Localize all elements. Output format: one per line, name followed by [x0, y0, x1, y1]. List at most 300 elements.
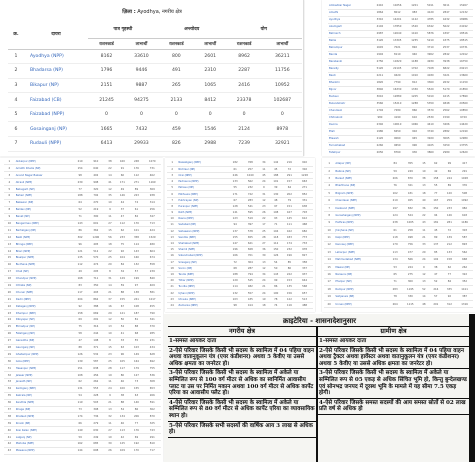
town-name-link[interactable]: Sirsaganj (NP) — [177, 259, 228, 265]
value-cell: 116 — [283, 302, 297, 308]
value-cell: 4 — [4, 179, 15, 186]
town-name-link[interactable]: Garautha (NP) — [15, 337, 73, 344]
value-cell: 653 — [144, 385, 162, 392]
town-name-link[interactable]: Balrampur — [328, 44, 372, 51]
value-cell: 222 — [283, 271, 297, 277]
town-name-link[interactable]: Ayodhya — [328, 16, 372, 23]
value-cell: 434 — [144, 344, 162, 351]
town-name-link[interactable]: Hathras (NPP) — [334, 219, 388, 226]
value-cell: 304 — [242, 259, 259, 265]
table-row — [4, 323, 161, 330]
value-cell: 77 — [443, 271, 457, 278]
town-name-link[interactable]: Ghatampur (NPP) — [15, 351, 73, 358]
town-name-link[interactable]: Ujhani (NPP) — [177, 290, 228, 296]
town-name-link[interactable]: Akbarpur (NPP) — [15, 158, 73, 165]
town-name-link[interactable]: Etah — [328, 128, 372, 135]
value-cell: 10952 — [263, 78, 302, 93]
value-cell: 23 — [259, 203, 269, 209]
town-name-link[interactable]: Farrukhabad — [328, 142, 372, 149]
table-row — [4, 165, 161, 172]
town-name-link[interactable]: Sahaswan (NPP) — [177, 228, 228, 234]
town-name-link[interactable]: Banat (NP) — [15, 213, 73, 220]
district-label: ज़िला : — [122, 9, 136, 15]
town-name-link[interactable]: Banda — [328, 51, 372, 58]
sub-header: लाभार्थी — [195, 38, 226, 49]
value-cell: 69 — [73, 316, 87, 323]
town-name-link[interactable]: Ballia — [328, 37, 372, 44]
value-cell: 38 — [115, 392, 129, 399]
table-row — [324, 227, 473, 234]
value-cell: 37 — [4, 406, 15, 413]
value-cell: 8962 — [226, 49, 263, 64]
value-cell: 7021 — [388, 44, 407, 51]
town-name-link[interactable]: Deoband (NPP) — [334, 204, 388, 211]
town-name-link[interactable]: Kakrala (NP) — [15, 392, 73, 399]
town-name-link[interactable]: Chitrakoot — [328, 114, 372, 121]
value-cell: 15 — [105, 344, 116, 351]
town-name-link[interactable]: Pukhrayan (NP) — [177, 197, 228, 203]
value-cell: 756 — [402, 241, 419, 248]
area-name-link[interactable]: Gosainganj (NP) — [24, 122, 88, 137]
value-cell: 12 — [259, 197, 269, 203]
area-name-link[interactable]: Bikapur (NP) — [24, 78, 88, 93]
table-row — [8, 78, 302, 93]
value-cell: 9 — [419, 263, 429, 270]
value-cell: 330 — [402, 293, 419, 300]
town-name-link[interactable]: Dibiyapur (NP) — [15, 316, 73, 323]
town-name-link[interactable]: Rampur (NPP) — [334, 286, 388, 293]
table-row — [4, 358, 161, 365]
town-name-link[interactable]: Sahjanwa (NP) — [334, 293, 388, 300]
value-cell: 13 — [259, 259, 269, 265]
value-cell: 34 — [115, 268, 129, 275]
table-row — [4, 241, 161, 248]
value-cell: 23 — [105, 351, 116, 358]
value-cell: 31 — [259, 191, 269, 197]
value-cell: 72 — [283, 166, 297, 172]
value-cell: 0 — [125, 107, 158, 122]
town-name-link[interactable]: Unnao (NPP) — [334, 300, 388, 307]
value-cell: 103 — [129, 344, 143, 351]
value-cell: 18986 — [454, 16, 473, 23]
town-name-link[interactable]: Soron (NP) — [177, 265, 228, 271]
rural-title: ग्रामीण क्षेत्र — [318, 326, 469, 337]
value-cell: 285 — [144, 330, 162, 337]
value-cell: 18 — [4, 275, 15, 282]
value-cell: 291 — [456, 167, 473, 174]
value-cell: 480 — [144, 241, 162, 248]
value-cell: 39 — [269, 185, 283, 191]
value-cell: 78 — [388, 293, 402, 300]
town-name-link[interactable]: Bilari (NPP) — [15, 248, 73, 255]
town-name-link[interactable]: Amethi Kheda (NP) — [15, 165, 73, 172]
value-cell: 595 — [242, 210, 259, 216]
value-cell: 62 — [73, 379, 87, 386]
value-cell: 182 — [228, 160, 242, 166]
value-cell: 655 — [242, 234, 259, 240]
value-cell: 38 — [419, 175, 429, 182]
town-name-link[interactable]: Gola (NPP) — [15, 358, 73, 365]
value-cell: 303 — [456, 227, 473, 234]
town-name-link[interactable]: Basti (NPP) — [15, 234, 73, 241]
table-row — [4, 316, 161, 323]
value-cell: 54 — [269, 259, 283, 265]
value-cell: 46 — [115, 379, 129, 386]
value-cell: 55 — [129, 337, 143, 344]
value-cell: 570 — [87, 254, 104, 261]
value-cell: 49 — [73, 268, 87, 275]
value-cell: 828 — [242, 247, 259, 253]
value-cell: 337 — [296, 265, 313, 271]
town-name-link[interactable]: Bijnor — [328, 86, 372, 93]
town-name-link[interactable]: Shamli (NPP) — [177, 247, 228, 253]
town-name-link[interactable]: Dataganj (NPP) — [15, 303, 73, 310]
value-cell: 101 — [269, 179, 283, 185]
town-name-link[interactable]: Chandpur (NPP) — [15, 275, 73, 282]
value-cell: 69 — [443, 167, 457, 174]
value-cell: 3710 — [422, 44, 438, 51]
value-cell: 206 — [129, 413, 143, 420]
town-name-link[interactable]: Hasanpur (NPP) — [15, 365, 73, 372]
value-cell: 84 — [115, 261, 129, 268]
town-name-link[interactable]: Chandausi (NPP) — [334, 197, 388, 204]
town-name-link[interactable]: Utraula (NPP) — [177, 296, 228, 302]
town-name-link[interactable]: Bhadohi — [328, 79, 372, 86]
town-name-link[interactable]: Dhampur (NPP) — [15, 310, 73, 317]
town-name-link[interactable]: Phulpur (NP) — [334, 278, 388, 285]
criterion-item: 3-ऐसे परिवार जिसके किसी भी सदस्य के स्वामित्व में अकेले या सम्मिलित रूप से 05 एकड़ से अधिक सिंचित भूमि हो, किन्तु बुन्देलखण्ड एवं सोनभद्र जनपद में दूरस्थ भूमि के मामले में यह सीमा 7.5 एकड़ होगी। — [318, 369, 469, 398]
value-cell: 24 — [259, 290, 269, 296]
town-name-link[interactable]: Mawai (NP) — [334, 263, 388, 270]
value-cell: 1296 — [87, 234, 104, 241]
town-name-link[interactable]: Pahasu (NP) — [177, 185, 228, 191]
town-name-link[interactable]: Budaun — [328, 93, 372, 100]
value-cell: 181 — [429, 219, 443, 226]
town-name-link[interactable]: Chhata (NP) — [15, 282, 73, 289]
town-name-link[interactable]: Barabanki — [328, 58, 372, 65]
town-name-link[interactable]: Bakewar (NP) — [15, 199, 73, 206]
town-name-link[interactable]: Chandauli — [328, 107, 372, 114]
town-name-link[interactable]: Kiraoli (NP) — [15, 420, 73, 427]
value-cell: 4410 — [422, 121, 438, 128]
value-cell: 541 — [242, 203, 259, 209]
value-cell: 713 — [144, 220, 162, 227]
value-cell: 71 — [269, 222, 283, 228]
town-name-link[interactable]: Pilkhuwa (NPP) — [177, 191, 228, 197]
value-cell: 1070 — [144, 158, 162, 165]
town-name-link[interactable]: Chail (NP) — [15, 268, 73, 275]
value-cell: 9446 — [125, 64, 158, 79]
town-name-link[interactable]: Chunar (NPP) — [15, 289, 73, 296]
value-cell: 202 — [283, 191, 297, 197]
town-name-link[interactable]: Jhinjhana (NP) — [334, 227, 388, 234]
value-cell: 176 — [129, 427, 143, 434]
value-cell: 258 — [402, 227, 419, 234]
town-name-link[interactable]: Etawah — [328, 135, 372, 142]
value-cell: 216 — [429, 286, 443, 293]
value-cell: 197 — [388, 204, 402, 211]
town-name-link[interactable]: Naraura (NP) — [334, 271, 388, 278]
area-name-link[interactable]: Bhadarsa (NP) — [24, 64, 88, 79]
town-name-link[interactable]: Barhalganj (NP) — [15, 227, 73, 234]
value-cell: 431 — [402, 190, 419, 197]
value-cell: 321 — [402, 182, 419, 189]
value-cell: 283 — [388, 286, 402, 293]
value-cell: 63 — [115, 344, 129, 351]
town-name-link[interactable]: Bhinga (NPP) — [15, 241, 73, 248]
value-cell: 118 — [269, 234, 283, 240]
table-row — [324, 263, 473, 270]
town-name-link[interactable]: Baldev (NP) — [15, 206, 73, 213]
town-name-link[interactable]: Baraut (NPP) — [334, 175, 388, 182]
value-cell: 2 — [167, 166, 177, 172]
table-row — [4, 427, 161, 434]
value-cell: 271 — [129, 179, 143, 186]
town-name-link[interactable]: Zamania (NPP) — [177, 302, 228, 308]
value-cell: 938 — [144, 192, 162, 199]
value-cell: 47 — [73, 337, 87, 344]
row-serial: 3 — [8, 78, 24, 93]
value-cell: 11150 — [454, 79, 473, 86]
value-cell: 32921 — [263, 137, 302, 152]
town-name-link[interactable]: Padrauna (NPP) — [177, 179, 228, 185]
town-name-link[interactable]: Jalesar (NPP) — [15, 372, 73, 379]
value-cell: 12620 — [454, 149, 473, 156]
value-cell: 192 — [129, 441, 143, 448]
value-cell: 2416 — [226, 78, 263, 93]
value-cell: 536 — [144, 372, 162, 379]
value-cell: 61 — [129, 206, 143, 213]
rural-criteria-column — [318, 326, 469, 462]
value-cell: 2987 — [372, 30, 388, 37]
town-name-link[interactable]: Etmadpur (NP) — [15, 323, 73, 330]
value-cell: 930 — [407, 149, 423, 156]
table-row — [4, 365, 161, 372]
eligibility-criteria-clipping — [164, 314, 475, 462]
town-name-link[interactable]: Dadri (NPP) — [15, 296, 73, 303]
town-name-link[interactable]: Kalpi (NPP) — [334, 234, 388, 241]
value-cell: 3310 — [372, 16, 388, 23]
town-name-link[interactable]: Babina (NP) — [334, 167, 388, 174]
town-name-link[interactable]: Orai (NPP) — [177, 172, 228, 178]
town-name-link[interactable]: Fatehpur — [328, 149, 372, 156]
town-name-link[interactable]: Amethi — [328, 9, 372, 16]
value-cell: 271 — [296, 185, 313, 191]
value-cell: 435 — [242, 296, 259, 302]
town-name-link[interactable]: Bareilly — [328, 65, 372, 72]
value-cell: 3560 — [372, 100, 388, 107]
value-cell: 14 — [419, 293, 429, 300]
town-name-link[interactable]: Fatehganj (NP) — [15, 330, 73, 337]
town-name-link[interactable]: Deoria — [328, 121, 372, 128]
town-name-link[interactable]: Tundla (NPP) — [177, 284, 228, 290]
town-name-link[interactable]: Atrauli (NPP) — [15, 179, 73, 186]
value-cell: 16 — [167, 253, 177, 259]
value-cell: 9060 — [388, 135, 407, 142]
town-table-middle — [167, 160, 313, 309]
table-row — [8, 107, 302, 122]
town-name-link[interactable]: Bahraich — [328, 30, 372, 37]
value-cell: 711 — [87, 275, 104, 282]
value-cell: 102 — [388, 190, 402, 197]
town-name-link[interactable]: Bilgram (NPP) — [334, 190, 388, 197]
value-cell: 89 — [443, 182, 457, 189]
value-cell: 24 — [419, 256, 429, 263]
town-name-link[interactable]: Mahmudabad (NPP) — [334, 256, 388, 263]
town-name-link[interactable]: Kaimganj (NPP) — [15, 385, 73, 392]
town-name-link[interactable]: Azamgarh — [328, 23, 372, 30]
town-name-link[interactable]: Basti — [328, 72, 372, 79]
value-cell: 109 — [115, 447, 129, 454]
town-name-link[interactable]: Nichlaul (NP) — [177, 166, 228, 172]
town-name-link[interactable]: Mawana (NPP) — [15, 447, 73, 454]
value-cell: 96 — [115, 351, 129, 358]
value-cell: 196 — [283, 253, 297, 259]
town-name-link[interactable]: Puranpur (NPP) — [177, 203, 228, 209]
value-cell: 118 — [388, 234, 402, 241]
area-name-link[interactable]: Faizabad (CB) — [24, 93, 88, 108]
table-row — [8, 137, 302, 152]
town-name-link[interactable]: Sikandrabad (NPP) — [177, 253, 228, 259]
value-cell: 638 — [296, 203, 313, 209]
value-cell: 8 — [105, 337, 116, 344]
area-name-link[interactable]: Faizabad (NPP) — [24, 107, 88, 122]
town-name-link[interactable]: Bisalpur (NPP) — [15, 254, 73, 261]
town-name-link[interactable]: Gursahaiganj (NPP) — [334, 212, 388, 219]
town-name-link[interactable]: Khatauli (NPP) — [15, 413, 73, 420]
value-cell: 682 — [296, 228, 313, 234]
value-cell: 2410 — [372, 2, 388, 9]
value-cell: 562 — [242, 179, 259, 185]
value-cell: 15 — [4, 254, 15, 261]
value-cell: 8760 — [388, 149, 407, 156]
town-name-link[interactable]: Kannauj (NPP) — [334, 241, 388, 248]
value-cell: 212 — [443, 241, 457, 248]
area-name-link[interactable]: Rudauli (NPP) — [24, 137, 88, 152]
value-cell: 20 — [105, 261, 116, 268]
town-name-link[interactable]: Jansath (NP) — [15, 379, 73, 386]
town-name-link[interactable]: Budhana (NPP) — [15, 261, 73, 268]
value-cell: 249 — [87, 434, 104, 441]
value-cell: 204 — [73, 296, 87, 303]
value-cell: 57 — [129, 268, 143, 275]
value-cell: 566 — [402, 256, 419, 263]
value-cell: 12640 — [388, 30, 407, 37]
value-cell: 5622 — [438, 23, 454, 30]
value-cell: 9 — [167, 210, 177, 216]
town-name-link[interactable]: Allapur (NP) — [334, 160, 388, 167]
town-name-link[interactable]: Ambedkar Nagar — [328, 2, 372, 9]
value-cell: 4105 — [422, 142, 438, 149]
town-name-link[interactable]: Anand Nagar Bazaar — [15, 172, 73, 179]
value-cell: 25 — [105, 254, 116, 261]
value-cell: 38 — [4, 413, 15, 420]
value-cell: 130 — [269, 191, 283, 197]
value-cell: 94275 — [125, 93, 158, 108]
town-name-link[interactable]: Shahabad (NPP) — [177, 240, 228, 246]
criterion-item: 2-ऐसे परिवार जिसके किसी भी सदस्य के स्वामित्व में 04 पहिया वाहन अथवा ट्रैक्टर अथवा हार्वेस्टर अथवा वातानुकूलन यंत्र (एयर कंडीशनर) अथवा 5 केवीए या उससे अधिक क्षमता का जनरेटर हो। — [318, 347, 469, 370]
value-cell: 7239 — [226, 137, 263, 152]
table-row — [324, 271, 473, 278]
value-cell: 126 — [73, 351, 87, 358]
value-cell: 638 — [87, 365, 104, 372]
value-cell: 127 — [129, 372, 143, 379]
value-cell: 1005 — [402, 219, 419, 226]
value-cell: 224 — [402, 263, 419, 270]
value-cell: 16 — [324, 271, 334, 278]
value-cell: 22 — [167, 290, 177, 296]
value-cell: 80 — [283, 265, 297, 271]
value-cell: 102687 — [263, 93, 302, 108]
town-name-link[interactable]: Khaga (NP) — [15, 406, 73, 413]
value-cell: 33 — [419, 241, 429, 248]
town-name-link[interactable]: Bulandshahr — [328, 100, 372, 107]
town-name-link[interactable]: Baheri (NPP) — [15, 192, 73, 199]
table-row — [4, 337, 161, 344]
table-row — [324, 278, 473, 285]
town-name-link[interactable]: Rasra (NPP) — [177, 216, 228, 222]
table-row — [4, 289, 161, 296]
town-name-link[interactable]: Mahoba (NPP) — [15, 441, 73, 448]
town-name-link[interactable]: Nawabganj (NPP) — [177, 160, 228, 166]
value-cell: 49 — [115, 186, 129, 193]
value-cell: 143 — [73, 220, 87, 227]
value-cell: 25 — [259, 228, 269, 234]
town-name-link[interactable]: Tanda (NPP) — [177, 271, 228, 277]
value-cell: 3360 — [422, 79, 438, 86]
town-name-link[interactable]: Rath (NPP) — [177, 210, 228, 216]
value-cell: 4 — [324, 182, 334, 189]
value-cell: 371 — [87, 344, 104, 351]
sub-header: राशनकार्ड — [226, 38, 263, 49]
value-cell: 157 — [283, 179, 297, 185]
town-name-link[interactable]: Sandila (NPP) — [177, 234, 228, 240]
value-cell: 22 — [4, 303, 15, 310]
value-cell: 990 — [407, 142, 423, 149]
value-cell: 58 — [73, 330, 87, 337]
value-cell: 832 — [402, 204, 419, 211]
table-row — [4, 406, 161, 413]
town-name-link[interactable]: Sadabad (NP) — [177, 222, 228, 228]
town-name-link[interactable]: Kosi Kalan (NPP) — [15, 427, 73, 434]
value-cell: 14 — [167, 240, 177, 246]
town-name-link[interactable]: Laharpur (NPP) — [334, 249, 388, 256]
value-cell: 925 — [402, 197, 419, 204]
value-cell: 30 — [105, 441, 116, 448]
town-name-link[interactable]: Kandhla (NPP) — [15, 399, 73, 406]
value-cell: 12 — [259, 265, 269, 271]
town-name-link[interactable]: Tilhar (NPP) — [177, 278, 228, 284]
value-cell: 135 — [283, 284, 297, 290]
value-cell: 5350 — [422, 100, 438, 107]
value-cell: 18 — [324, 286, 334, 293]
value-cell: 16 — [4, 261, 15, 268]
town-name-link[interactable]: Babugarh (NP) — [15, 186, 73, 193]
area-name-link[interactable]: Ayodhya (NPP) — [24, 49, 88, 64]
town-name-link[interactable]: Bharthana (NP) — [334, 182, 388, 189]
table-row — [328, 58, 473, 65]
urban-criteria-column — [168, 326, 316, 462]
value-cell: 459 — [158, 122, 195, 137]
value-cell: 794 — [242, 271, 259, 277]
value-cell: 196 — [228, 247, 242, 253]
town-name-link[interactable]: Lalganj (NP) — [15, 434, 73, 441]
value-cell: 25 — [105, 358, 116, 365]
town-name-link[interactable]: Gauriganj (NP) — [15, 344, 73, 351]
town-name-link[interactable]: Bangarmau (NPP) — [15, 220, 73, 227]
value-cell: 171 — [228, 191, 242, 197]
value-cell: 108 — [73, 372, 87, 379]
